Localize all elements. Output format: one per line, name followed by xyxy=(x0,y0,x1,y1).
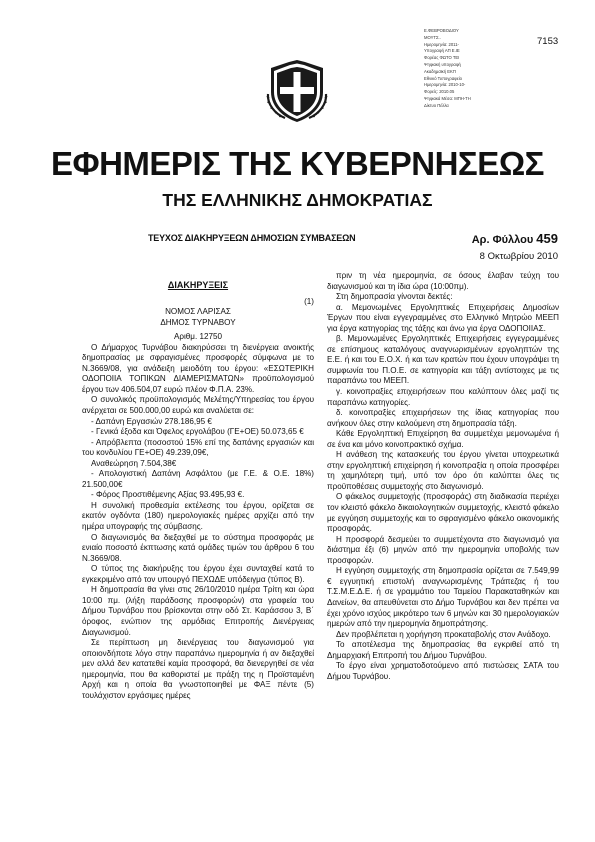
stamp-line: Ημερομηνία: 2011- xyxy=(424,41,459,47)
notice-paragraph: α. Μεμονωμένες Εργοληπτικές Επιχειρήσεις Δημοσίων Έργων που είναι εγγεγραμμένες στο Ελληνικό Μητρώο ΜΕΕΠ για έργα κατηγορίας της τάξης και άνω για έργα ΟΔΟΠΟΙΙΑΣ. xyxy=(327,302,559,333)
notice-paragraph: Κάθε Εργοληπτική Επιχείρηση θα συμμετέχει μεμονωμένα ή σε ένα και μόνο κοινοπρακτικό σχήμα. xyxy=(327,429,559,449)
notice-municipality: ΔΗΜΟΣ ΤΥΡΝΑΒΟΥ xyxy=(160,317,236,327)
notice-paragraph: Αναθεώρηση 7.504,38€ xyxy=(91,458,177,468)
notice-paragraph: - Απολογιστική Δαπάνη Ασφάλτου (με Γ.Ε. & Ο.Ε. 18%) 21.500,00€ xyxy=(82,469,314,489)
notice-paragraph: Η προσφορά δεσμεύει το συμμετέχοντα στο διαγωνισμό για διάστημα έξι (6) μηνών από την ημερομηνία υποβολής των προσφορών. xyxy=(327,534,559,565)
notice-paragraph: γ. κοινοπραξίες επιχειρήσεων που καλύπτουν όλες μαζί τις παραπάνω κατηγορίες. xyxy=(327,387,559,407)
stamp-line: Εθνικό Τυπογραφείο xyxy=(424,75,462,81)
notice-number: (1) xyxy=(304,296,314,306)
stamp-line: Ψηφιακή υπογραφή xyxy=(424,61,461,67)
issue-header xyxy=(140,231,558,247)
notice-paragraph: δ. κοινοπραξίες επιχειρήσεων της ίδιας κατηγορίας που ανήκουν όλες στην καλούμενη στη δημοπρασία τάξη. xyxy=(327,408,559,428)
stamp-line: Υπογραφή ΑΠ Ε.ΙΕ xyxy=(424,48,460,54)
notice-paragraph: Η εγγύηση συμμετοχής στη δημοπρασία ορίζεται σε 7.549,99 € εγγυητική επιστολή αναγνωρισμένης Τράπεζας ή του Τ.Σ.Μ.Ε.Δ.Ε. ή σε γραμμάτιο του Ταμείου Παρακαταθηκών και Δανείων, θα απευθύνεται στο Δήμο Τυρνάβου και δεν πρέπει να έχει χρόνο ισχύος μικρότερο των 6 μηνών και 30 ημερολογιακών ημερών από την ημερομηνία δημοπράτησης. xyxy=(327,566,559,629)
notice-paragraph: - Φόρος Προστιθέμενης Αξίας 93.495,93 €. xyxy=(91,490,245,500)
greek-coat-of-arms-emblem xyxy=(265,58,329,124)
left-column xyxy=(82,271,314,701)
issue-number-block xyxy=(472,231,558,246)
issue-number: 459 xyxy=(536,231,558,246)
gazette-subtitle: ΤΗΣ ΕΛΛΗΝΙΚΗΣ ΔΗΜΟΚΡΑΤΙΑΣ xyxy=(162,190,433,210)
section-title: ΔΙΑΚΗΡΥΞΕΙΣ xyxy=(167,280,229,290)
stamp-line: Ε.ΦΕΒΡΟΒΟΔΙΟΥ xyxy=(424,28,459,33)
stamp-line: Ακαδημαϊκή ΕΚΠ xyxy=(424,68,456,74)
notice-paragraph: Ο φάκελος συμμετοχής (προσφοράς) στη διαδικασία περιέχει τον κλειστό φάκελο δικαιολογητικών συμμετοχής, κλειστό φάκελο με εγγύηση συμμετοχής και το σφραγισμένο φάκελο οικονομικής προσφοράς. xyxy=(327,492,559,534)
notice-paragraph: Το αποτέλεσμα της δημοπρασίας θα εγκριθεί από τη Δημαρχιακή Επιτροπή του Δήμου Τυρνάβου. xyxy=(327,640,559,660)
notice-paragraph: β. Μεμονωμένες Εργοληπτικές Επιχειρήσεις εγγεγραμμένες σε επίσημους καταλόγους αναγνωρισμένων εργοληπτών της Ε.Ε. ή και του Ε.Ο.Χ. ή και των κρατών που έχουν υπογράψει τη συμφωνία του Π.Ο.Ε. σε κατηγορία και τάξη αντίστοιχες με τις παραπάνω του ΜΕΕΠ. xyxy=(327,334,559,386)
stamp-line: ΜΟΥΤΣ.. xyxy=(424,34,441,40)
gazette-title: ΕΦΗΜΕΡΙΣ ΤΗΣ ΚΥΒΕΡΝΗΣΕΩΣ xyxy=(51,145,544,182)
notice-paragraph: Δεν προβλέπεται η χορήγηση προκαταβολής στον Ανάδοχο. xyxy=(336,629,551,639)
notice-paragraph: - Δαπάνη Εργασιών 278.186,95 € xyxy=(91,416,212,426)
issue-number-label: Αρ. Φύλλου xyxy=(471,234,534,246)
notice-paragraph: Ο διαγωνισμός θα διεξαχθεί με το σύστημα προσφοράς με ενιαίο ποσοστό έκπτωσης κατά ομάδες τιμών του άρθρου 6 του Ν.3669/08. xyxy=(82,532,314,563)
stamp-line: Δίκτυο Πέλλα xyxy=(424,102,449,108)
notice-paragraph: - Γενικά έξοδα και Όφελος εργολάβου (ΓΕ+ΟΕ) 50.073,65 € xyxy=(91,427,304,437)
digital-signature-stamp xyxy=(424,28,486,110)
notice-paragraph: πριν τη νέα ημερομηνία, σε όσους έλαβαν τεύχη του διαγωνισμού και τη ίδια ώρα (10:00πμ). xyxy=(327,271,559,291)
notice-paragraph: Ο Δήμαρχος Τυρνάβου διακηρύσσει τη διενέργεια ανοικτής δημοπρασίας με σφραγισμένες προσφορές σύμφωνα με το Ν.3669/08, για ανάδειξη μειοδότη του έργου: «ΕΣΩΤΕΡΙΚΗ ΟΔΟΠΟΙΙΑ ΤΟΠΙΚΩΝ ΔΙΑΜΕΡΙΣΜΑΤΩΝ» προϋπολογισμού έργου των 406.504,07 ευρώ πλέον Φ.Π.Α. 23%. xyxy=(82,342,314,394)
notice-paragraph: Το έργο είναι χρηματοδοτούμενο από πιστώσεις ΣΑΤΑ του Δήμου Τυρνάβου. xyxy=(327,661,559,681)
notice-paragraph: Στη δημοπρασία γίνονται δεκτές: xyxy=(336,292,453,302)
notice-paragraph: Η δημοπρασία θα γίνει στις 26/10/2010 ημέρα Τρίτη και ώρα 10:00 πμ. (λήξη παράδοσης προσφορών) στα γραφεία του Δήμου Τυρνάβου που βρίσκονται στην οδό Στ. Καράσσου 3, Β΄ όροφος, ενώπιον της αρμόδιας Επιτροπής Διενέργειας Διαγωνισμού. xyxy=(82,585,314,637)
notice-authority: ΝΟΜΟΣ ΛΑΡΙΣΑΣ xyxy=(165,307,231,317)
stamp-line: Φορέας ΦΩΤΟ ΤΕΙ xyxy=(424,55,460,61)
notice-protocol: Αριθμ. 12750 xyxy=(174,332,222,342)
notice-paragraph: Ο τύπος της διακήρυξης του έργου έχει συνταχθεί κατά το εγκεκριμένο από τον υπουργό ΠΕΧΩΔΕ υπόδειγμα (τύπος Β). xyxy=(82,564,314,584)
notice-paragraph: Η συνολική προθεσμία εκτέλεσης του έργου, ορίζεται σε εκατόν ογδόντα (180) ημερολογιακές ημέρες αρχίζει από την ημέρα υπογραφής της σύμβασης. xyxy=(82,500,314,532)
notice-paragraph: - Απρόβλεπτα (ποσοστού 15% επί της δαπάνης εργασιών και του κονδυλίου ΓΕ+ΟΕ) 49.239,09€, xyxy=(82,437,314,458)
issue-series: ΤΕΥΧΟΣ ΔΙΑΚΗΡΥΞΕΩΝ ΔΗΜΟΣΙΩΝ ΣΥΜΒΑΣΕΩΝ xyxy=(148,233,356,243)
right-column xyxy=(327,271,559,682)
notice-paragraph: Σε περίπτωση μη διενέργειας του διαγωνισμού για οποιονδήποτε λόγο στην παραπάνω ημερομηνία ή αν διεξαχθεί μεν αλλά δεν κατατεθεί καμία προσφορά, θα διενεργηθεί σε νέα ημερομηνία, που θα καθοριστεί με πράξη της η Προϊσταμένη Αρχή και η οποία θα γνωστοποιηθεί με ΦΑΞ πέντε (5) τουλάχιστον εργάσιμες ημέρες xyxy=(82,638,314,700)
issue-date: 8 Οκτωβρίου 2010 xyxy=(479,251,558,262)
page-number: 7153 xyxy=(537,36,559,47)
notice-paragraph: Ο συνολικός προϋπολογισμός Μελέτης/Υπηρεσίας του έργου ανέρχεται σε 500.000,00 ευρώ και αναλύεται σε: xyxy=(82,395,314,416)
stamp-line: Ψηφιακά Μέσα: ΜΠΗ-ΤΗ xyxy=(424,95,471,101)
stamp-line: Φορείς: 2010.05 xyxy=(424,89,455,95)
stamp-line: Ημερομηνία: 2010-10- xyxy=(424,82,466,88)
notice-paragraph: Η ανάθεση της κατασκευής του έργου γίνεται υποχρεωτικά στην εργοληπτική επιχείρηση ή κοινοπραξία η οποία προσφέρει τη χαμηλότερη τιμή, υπό τον όρο ότι καλύπτει όλες τις προϋποθέσεις συμμετοχής στο διαγωνισμό. xyxy=(327,450,559,491)
